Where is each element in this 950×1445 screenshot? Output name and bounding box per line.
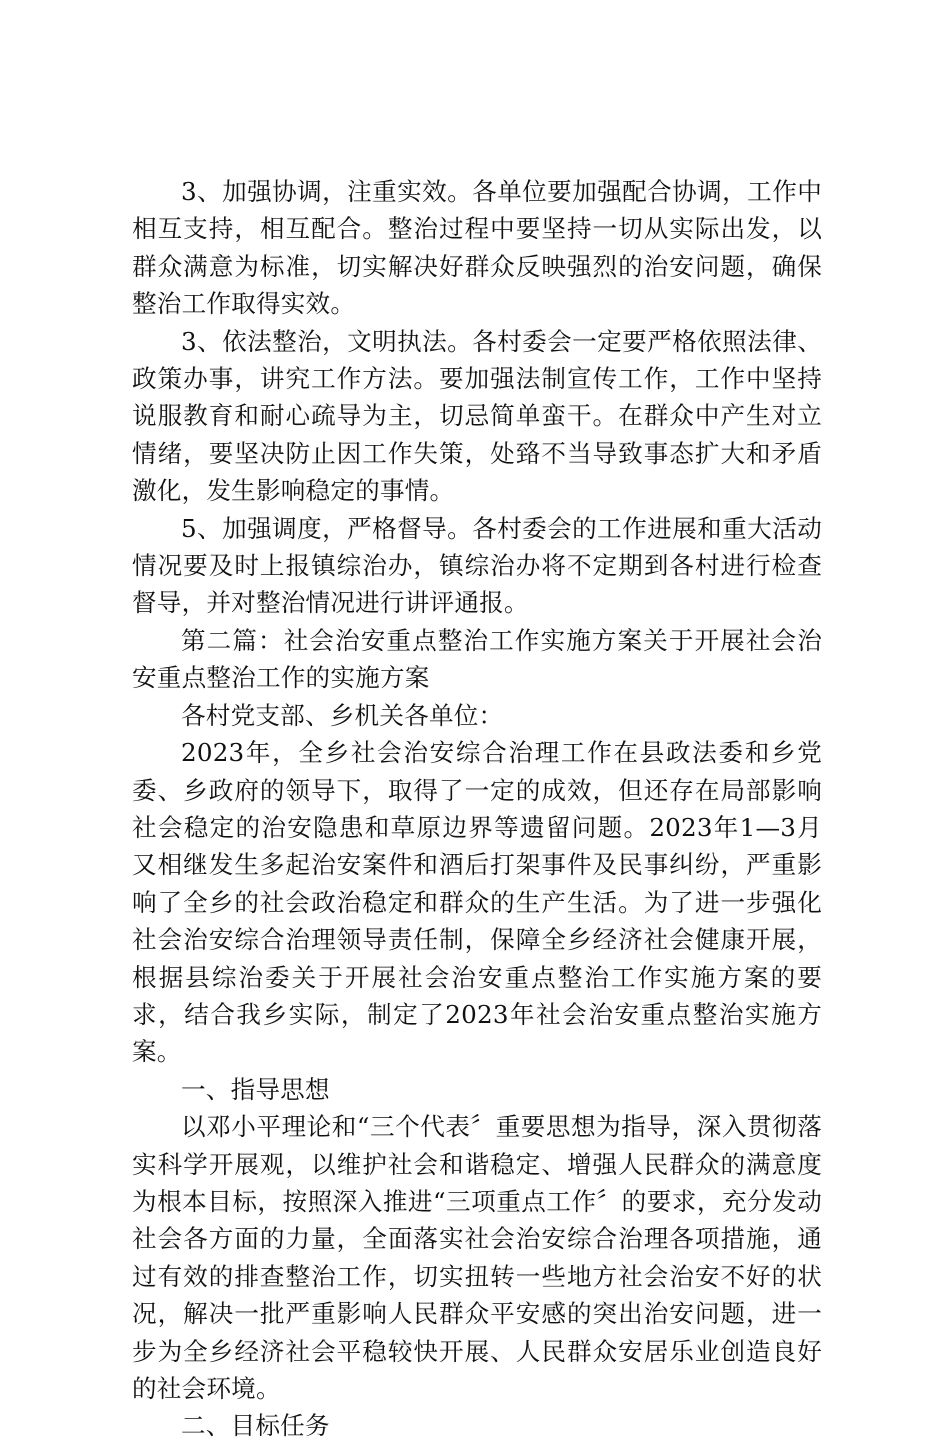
heading-objectives: 二、目标任务	[181, 1411, 330, 1441]
paragraph-guiding-ideology: 以邓小平理论和“三个代表〞重要思想为指导，深入贯彻落实科学开展观，以维护社会和谐稳定、增强人民群众的满意度为根本目标，按照深入推进“三项重点工作〞的要求，充分发动社会各方面的力量，全面落实社会治安综合治理各项措施，通过有效的排查整治工作，切实扭转一些地方社会治安不好的状况，解决一批严重影响人民群众平安感的突出治安问题，进一步为全乡经济社会平稳较快开展、人民群众安居乐业创造良好的社会环境。	[132, 1112, 822, 1403]
paragraph-supervision: 5、加强调度，严格督导。各村委会的工作进展和重大活动情况要及时上报镇综治办，镇综治办将不定期到各村进行检查督导，并对整治情况进行讲评通报。	[132, 513, 822, 618]
paragraph-coordination: 3、加强协调，注重实效。各单位要加强配合协调，工作中相互支持，相互配合。整治过程中要坚持一切从实际出发，以群众满意为标准，切实解决好群众反映强烈的治安问题，确保整治工作取得实效。	[132, 177, 822, 319]
paragraph-lawful-enforcement: 3、依法整治，文明执法。各村委会一定要严格依照法律、政策办事，讲究工作方法。要加强法制宣传工作，工作中坚持说服教育和耐心疏导为主，切忌简单蛮干。在群众中产生对立情绪，要坚决防止因工作失策，处臵不当导致事态扩大和矛盾激化，发生影响稳定的事情。	[132, 326, 822, 506]
heading-guiding-ideology: 一、指导思想	[181, 1074, 330, 1104]
paragraph-background: 2023年，全乡社会治安综合治理工作在县政法委和乡党委、乡政府的领导下，取得了一定的成效，但还存在局部影响社会稳定的治安隐患和草原边界等遗留问题。2023年1—3月又相继发生多起治安案件和酒后打架事件及民事纠纷，严重影响了全乡的社会政治稳定和群众的生产生活。为了进一步强化社会治安综合治理领导责任制，保障全乡经济社会健康开展，根据县综治委关于开展社会治安重点整治工作实施方案的要求，结合我乡实际，制定了2023年社会治安重点整治实施方案。	[132, 738, 822, 1067]
salutation: 各村党支部、乡机关各单位：	[181, 700, 504, 730]
document-body	[132, 173, 822, 1445]
section-heading-part-two: 第二篇：社会治安重点整治工作实施方案关于开展社会治安重点整治工作的实施方案	[132, 625, 822, 693]
